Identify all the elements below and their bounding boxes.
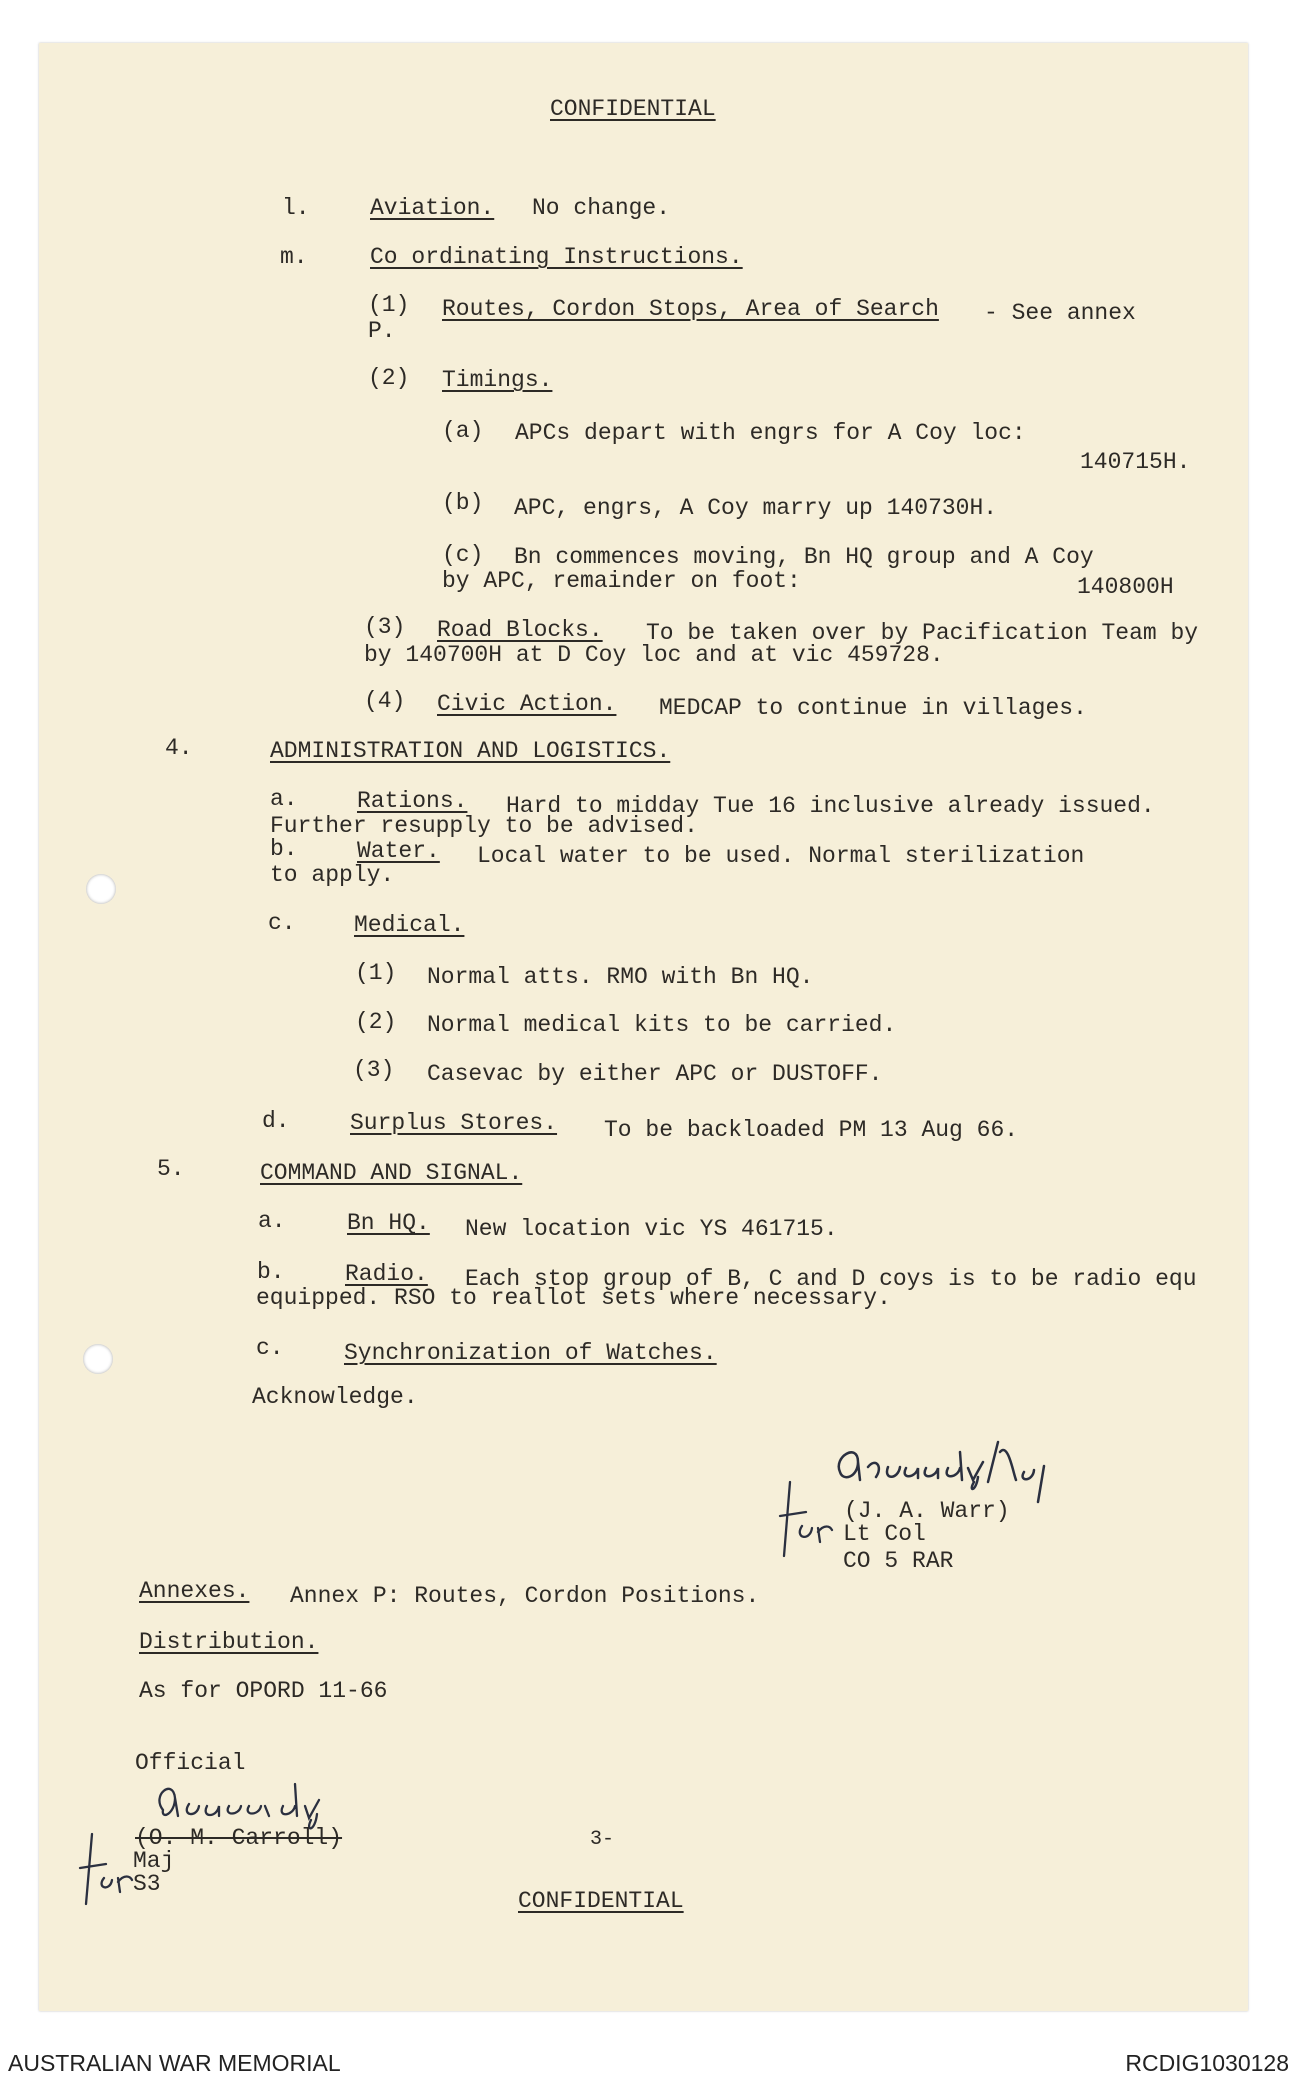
signature-rank: Lt Col bbox=[843, 1521, 926, 1547]
para-4d-heading: Surplus Stores. bbox=[350, 1110, 558, 1136]
official-name-struck: (O. M. Carroll) bbox=[135, 1825, 343, 1851]
sub-3-cont: by 140700H at D Coy loc and at vic 459728. bbox=[364, 642, 944, 668]
para-4a-text: Hard to midday Tue 16 inclusive already issued. bbox=[506, 793, 1155, 819]
para-5c-number: c. bbox=[256, 1335, 284, 1361]
para-5-number: 5. bbox=[157, 1156, 185, 1182]
sub-1-number: (1) bbox=[368, 292, 410, 318]
timing-c-cont: by APC, remainder on foot: bbox=[442, 568, 801, 594]
para-5c-heading: Synchronization of Watches. bbox=[344, 1340, 717, 1366]
timing-a-time: 140715H. bbox=[1080, 449, 1191, 475]
archive-institution: AUSTRALIAN WAR MEMORIAL bbox=[8, 2050, 341, 2076]
para-4d-number: d. bbox=[262, 1108, 290, 1134]
item-m-heading: Co ordinating Instructions. bbox=[370, 244, 743, 270]
para-5b-number: b. bbox=[257, 1259, 285, 1285]
sub-4-number: (4) bbox=[364, 688, 406, 714]
para-4b-cont: to apply. bbox=[270, 862, 395, 888]
item-l-number: l. bbox=[282, 195, 310, 221]
medical-1-number: (1) bbox=[355, 960, 397, 986]
page-number: 3- bbox=[590, 1828, 615, 1851]
medical-2-text: Normal medical kits to be carried. bbox=[427, 1012, 897, 1038]
punch-hole bbox=[83, 1344, 113, 1374]
classification-footer: CONFIDENTIAL bbox=[518, 1888, 684, 1914]
timing-b-number: (b) bbox=[442, 490, 484, 516]
para-5b-cont: equipped. RSO to reallot sets where necessary. bbox=[256, 1285, 891, 1311]
medical-3-number: (3) bbox=[353, 1057, 395, 1083]
para-4a-number: a. bbox=[270, 786, 298, 812]
para-4b-number: b. bbox=[270, 836, 298, 862]
para-4b-heading: Water. bbox=[357, 838, 440, 864]
sub-2-number: (2) bbox=[368, 365, 410, 391]
para-4-heading: ADMINISTRATION AND LOGISTICS. bbox=[270, 738, 671, 764]
timing-b-text: APC, engrs, A Coy marry up 140730H. bbox=[514, 495, 998, 521]
item-l-heading: Aviation. bbox=[370, 195, 495, 221]
para-4b-text: Local water to be used. Normal sterilization bbox=[477, 843, 1085, 869]
sub-1-cont: P. bbox=[368, 318, 396, 344]
timing-a-text: APCs depart with engrs for A Coy loc: bbox=[515, 420, 1026, 446]
para-4a-cont: Further resupply to be advised. bbox=[270, 813, 698, 839]
acknowledge: Acknowledge. bbox=[252, 1384, 418, 1410]
para-4a-heading: Rations. bbox=[357, 788, 468, 814]
para-5b-text: Each stop group of B, C and D coys is to be radio equ bbox=[465, 1266, 1197, 1292]
para-5a-heading: Bn HQ. bbox=[347, 1210, 430, 1236]
timing-c-time: 140800H bbox=[1077, 574, 1174, 600]
signature-appointment: CO 5 RAR bbox=[843, 1548, 954, 1574]
classification-header: CONFIDENTIAL bbox=[550, 96, 716, 122]
item-m-number: m. bbox=[280, 244, 308, 270]
annexes-heading: Annexes. bbox=[139, 1578, 250, 1604]
para-5-heading: COMMAND AND SIGNAL. bbox=[260, 1160, 523, 1186]
annexes-text: Annex P: Routes, Cordon Positions. bbox=[290, 1583, 760, 1609]
medical-2-number: (2) bbox=[355, 1009, 397, 1035]
para-4c-number: c. bbox=[268, 910, 296, 936]
sub-4-heading: Civic Action. bbox=[437, 691, 617, 717]
official-appointment: S3 bbox=[133, 1871, 161, 1897]
timing-c-text: Bn commences moving, Bn HQ group and A Coy bbox=[514, 544, 1094, 570]
medical-1-text: Normal atts. RMO with Bn HQ. bbox=[427, 964, 814, 990]
para-5a-number: a. bbox=[258, 1208, 286, 1234]
sub-3-text: To be taken over by Pacification Team by bbox=[646, 620, 1199, 646]
sub-1-heading: Routes, Cordon Stops, Area of Search bbox=[442, 296, 939, 322]
handwritten-for-co bbox=[776, 1476, 836, 1566]
medical-3-text: Casevac by either APC or DUSTOFF. bbox=[427, 1061, 883, 1087]
para-4c-heading: Medical. bbox=[354, 912, 465, 938]
handwritten-for-official bbox=[78, 1830, 138, 1910]
sub-3-heading: Road Blocks. bbox=[437, 617, 603, 643]
para-5b-heading: Radio. bbox=[345, 1261, 428, 1287]
sub-2-heading: Timings. bbox=[442, 367, 553, 393]
para-4d-text: To be backloaded PM 13 Aug 66. bbox=[604, 1117, 1019, 1143]
archive-id: RCDIG1030128 bbox=[1125, 2050, 1289, 2076]
timing-c-number: (c) bbox=[442, 542, 484, 568]
para-5a-text: New location vic YS 461715. bbox=[465, 1216, 838, 1242]
timing-a-number: (a) bbox=[442, 418, 484, 444]
distribution-text: As for OPORD 11-66 bbox=[139, 1678, 388, 1704]
sub-3-number: (3) bbox=[364, 614, 406, 640]
distribution-heading: Distribution. bbox=[139, 1629, 319, 1655]
official-rank: Maj bbox=[133, 1848, 175, 1874]
official-label: Official bbox=[135, 1750, 246, 1776]
item-l-text: No change. bbox=[532, 195, 671, 221]
signature-name: (J. A. Warr) bbox=[844, 1498, 1010, 1524]
para-4-number: 4. bbox=[165, 735, 193, 761]
punch-hole bbox=[86, 874, 116, 904]
sub-1-text: - See annex bbox=[984, 300, 1136, 326]
sub-4-text: MEDCAP to continue in villages. bbox=[659, 695, 1087, 721]
